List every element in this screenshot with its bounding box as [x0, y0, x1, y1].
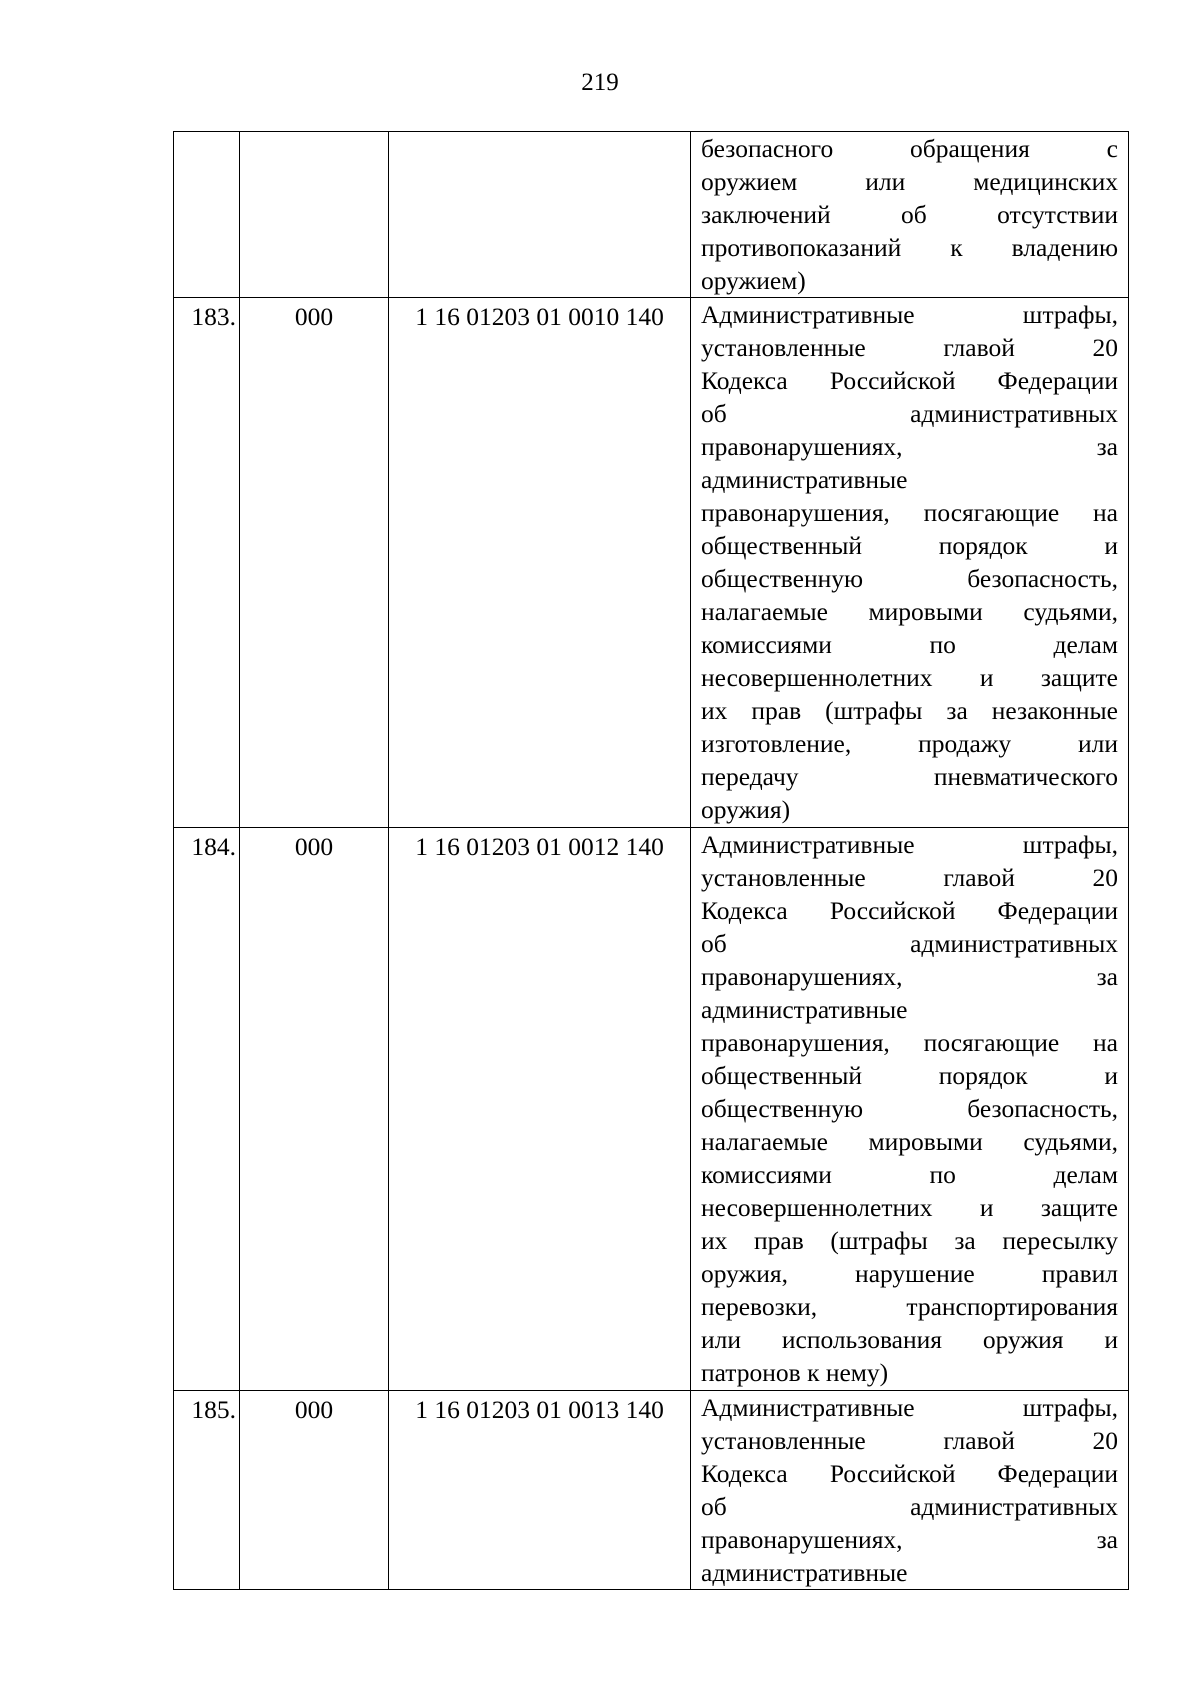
description-line: комиссиями по делам: [701, 630, 1118, 659]
description-line: оружия, нарушение правил: [701, 1259, 1118, 1288]
description-line: административные: [701, 1558, 908, 1587]
row-number: [174, 132, 240, 298]
description-line: административные: [701, 995, 908, 1024]
budget-classification-code: 1 16 01203 01 0012 140: [389, 828, 691, 1391]
description-line: общественный порядок и: [701, 531, 1118, 560]
description-line: патронов к нему): [701, 1358, 889, 1387]
page-number: 219: [581, 69, 619, 96]
revenue-description: [691, 828, 1129, 1391]
description-line: несовершеннолетних и защите: [701, 1193, 1118, 1222]
administrator-code: 000: [240, 298, 389, 828]
description-line: правонарушениях, за: [701, 1525, 1118, 1554]
description-line: установленные главой 20: [701, 1426, 1118, 1455]
budget-classification-code: 1 16 01203 01 0010 140: [389, 298, 691, 828]
description-line: или использования оружия и: [701, 1325, 1118, 1354]
table-row: [174, 1391, 1129, 1590]
description-line: Административные штрафы,: [701, 1393, 1118, 1422]
description-line: об административных: [701, 929, 1118, 958]
description-line: оружия): [701, 795, 791, 824]
administrator-code: 000: [240, 1391, 389, 1590]
row-number: 183.: [174, 298, 240, 828]
budget-code-table: [173, 131, 1129, 1590]
description-line: об административных: [701, 1492, 1118, 1521]
table-row: [174, 298, 1129, 828]
description-line: несовершеннолетних и защите: [701, 663, 1118, 692]
description-line: установленные главой 20: [701, 333, 1118, 362]
description-line: правонарушениях, за: [701, 962, 1118, 991]
budget-classification-code: 1 16 01203 01 0013 140: [389, 1391, 691, 1590]
revenue-description: [691, 132, 1129, 298]
description-line: комиссиями по делам: [701, 1160, 1118, 1189]
row-number: 185.: [174, 1391, 240, 1590]
row-number: 184.: [174, 828, 240, 1391]
description-line: Кодекса Российской Федерации: [701, 896, 1118, 925]
description-line: Административные штрафы,: [701, 830, 1118, 859]
description-line: правонарушения, посягающие на: [701, 498, 1118, 527]
description-line: общественную безопасность,: [701, 564, 1118, 593]
revenue-description: [691, 1391, 1129, 1590]
description-line: административные: [701, 465, 908, 494]
description-line: изготовление, продажу или: [701, 729, 1118, 758]
administrator-code: 000: [240, 828, 389, 1391]
administrator-code: [240, 132, 389, 298]
description-line: Административные штрафы,: [701, 300, 1118, 329]
description-line: оружием или медицинских: [701, 167, 1118, 196]
description-line: передачу пневматического: [701, 762, 1118, 791]
description-line: об административных: [701, 399, 1118, 428]
description-line: Кодекса Российской Федерации: [701, 366, 1118, 395]
description-line: общественную безопасность,: [701, 1094, 1118, 1123]
description-line: установленные главой 20: [701, 863, 1118, 892]
table-row: [174, 828, 1129, 1391]
budget-classification-code: [389, 132, 691, 298]
description-line: общественный порядок и: [701, 1061, 1118, 1090]
description-line: оружием): [701, 266, 806, 295]
revenue-description: [691, 298, 1129, 828]
description-line: правонарушения, посягающие на: [701, 1028, 1118, 1057]
description-line: заключений об отсутствии: [701, 200, 1118, 229]
description-line: их прав (штрафы за пересылку: [701, 1226, 1118, 1255]
description-line: безопасного обращения с: [701, 134, 1118, 163]
table-row: [174, 132, 1129, 298]
description-line: их прав (штрафы за незаконные: [701, 696, 1118, 725]
description-line: налагаемые мировыми судьями,: [701, 1127, 1118, 1156]
description-line: правонарушениях, за: [701, 432, 1118, 461]
description-line: противопоказаний к владению: [701, 233, 1118, 262]
description-line: налагаемые мировыми судьями,: [701, 597, 1118, 626]
description-line: перевозки, транспортирования: [701, 1292, 1118, 1321]
description-line: Кодекса Российской Федерации: [701, 1459, 1118, 1488]
